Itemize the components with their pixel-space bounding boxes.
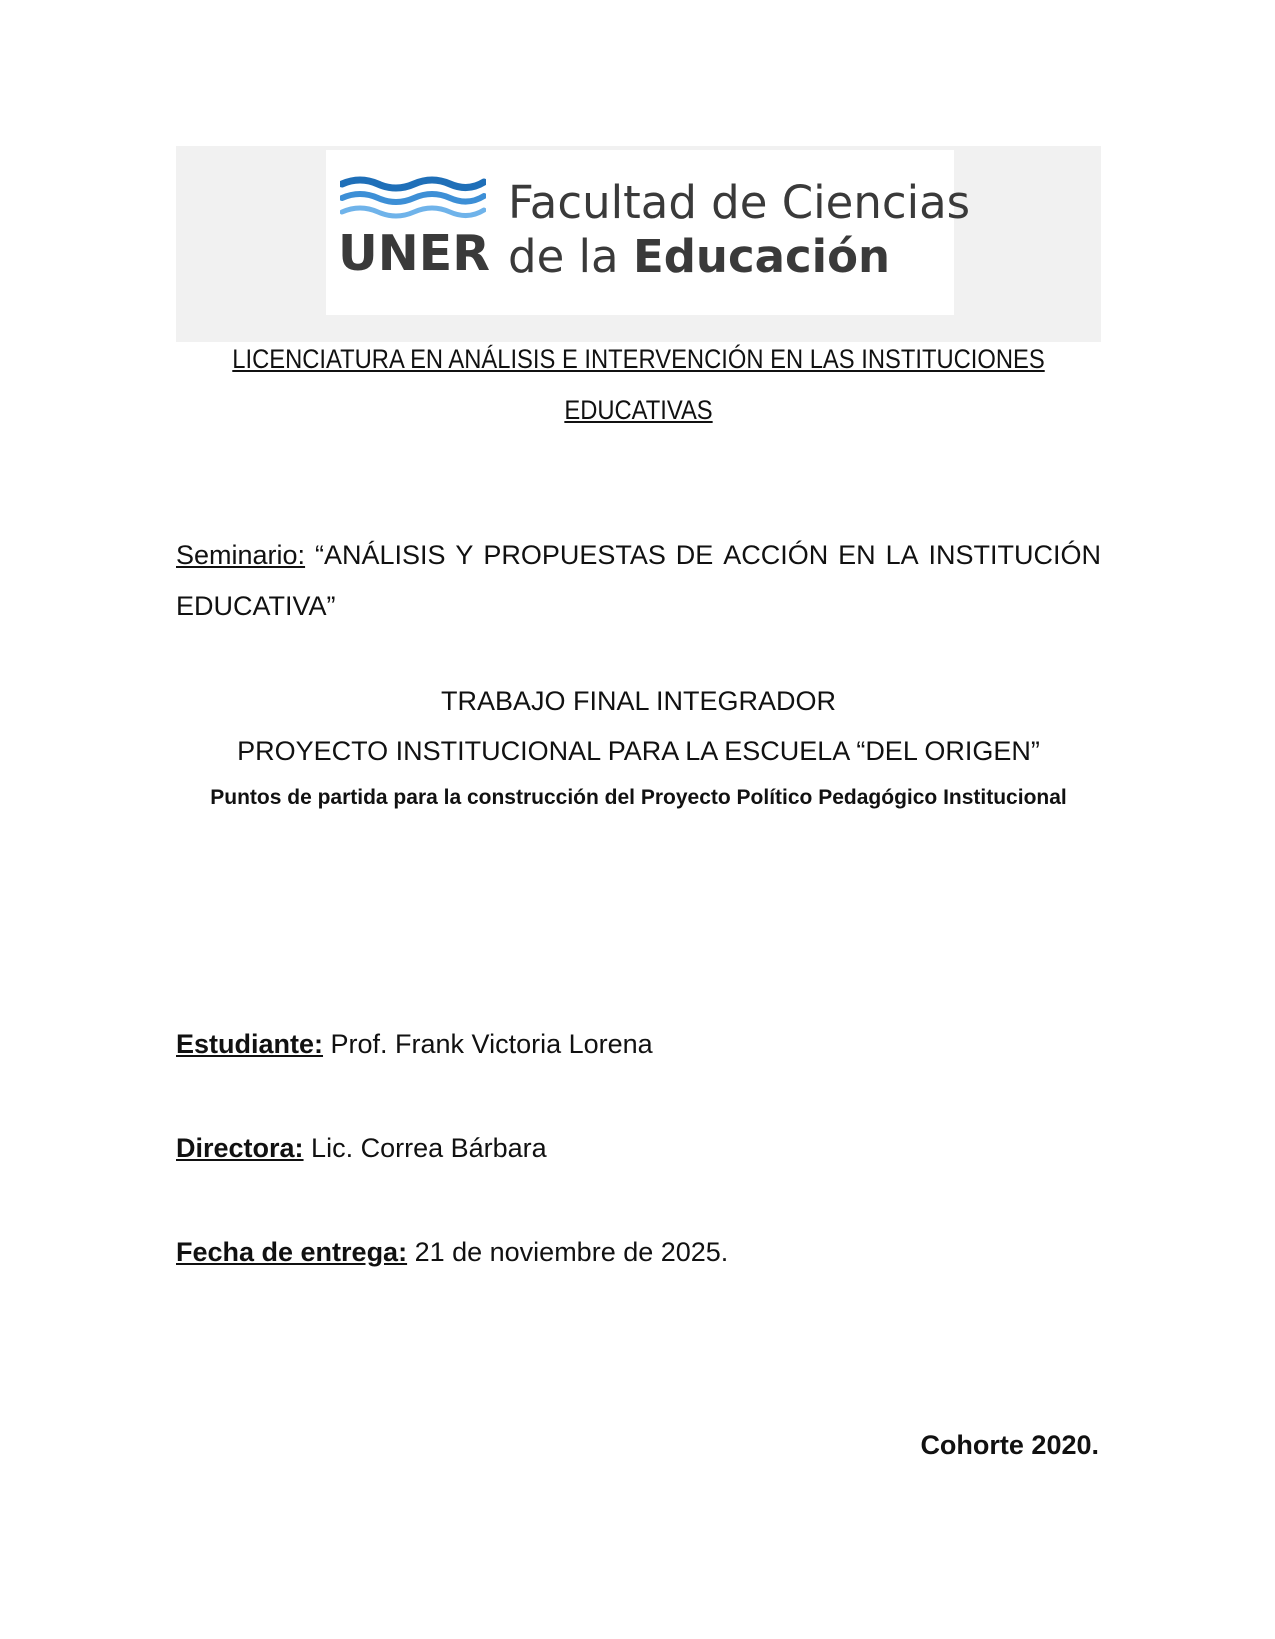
logo-faculty-line1: Facultad de Ciencias [508, 176, 971, 229]
director-value: Lic. Correa Bárbara [303, 1133, 547, 1163]
director-field [176, 1131, 547, 1165]
seminar-word: “ANÁLISIS [314, 540, 446, 570]
student-value: Prof. Frank Victoria Lorena [323, 1029, 653, 1059]
seminar-word: LA [885, 540, 919, 570]
seminar-word: ACCIÓN [723, 540, 829, 570]
director-label: Directora: [176, 1133, 304, 1163]
work-type-heading: TRABAJO FINAL INTEGRADOR [440, 686, 837, 716]
seminar-word: Y [455, 540, 474, 570]
seminar-line2: EDUCATIVA” [176, 591, 336, 621]
seminar-block [176, 530, 1101, 632]
cohort-text: Cohorte 2020. [920, 1430, 1099, 1460]
seminar-word: EN [838, 540, 876, 570]
student-field [176, 1027, 653, 1061]
date-field [176, 1235, 728, 1269]
seminar-word: PROPUESTAS [483, 540, 666, 570]
seminar-word: INSTITUCIÓN [928, 540, 1101, 570]
logo-line2-regular: de la [508, 230, 619, 283]
career-title-line2: EDUCATIVAS [564, 395, 713, 425]
logo-faculty-line2 [508, 230, 890, 284]
project-subtitle: Puntos de partida para la construcción del Proyecto Político Pedagógico Institucional [210, 786, 1067, 809]
seminar-word: DE [675, 540, 714, 570]
waves-logo-icon [340, 176, 486, 224]
student-label: Estudiante: [176, 1029, 324, 1059]
logo-acronym: UNER [338, 225, 491, 282]
career-title [232, 334, 1046, 436]
date-value: 21 de noviembre de 2025. [407, 1237, 729, 1267]
seminar-line1 [176, 530, 1101, 581]
project-title: PROYECTO INSTITUCIONAL PARA LA ESCUELA “DEL ORIGEN” [237, 736, 1040, 766]
career-title-line1: LICENCIATURA EN ANÁLISIS E INTERVENCIÓN EN LAS INSTITUCIONES [232, 344, 1045, 374]
logo-line2-bold: Educación [632, 230, 891, 283]
seminar-label: Seminario: [176, 540, 306, 570]
date-label: Fecha de entrega: [176, 1237, 408, 1267]
